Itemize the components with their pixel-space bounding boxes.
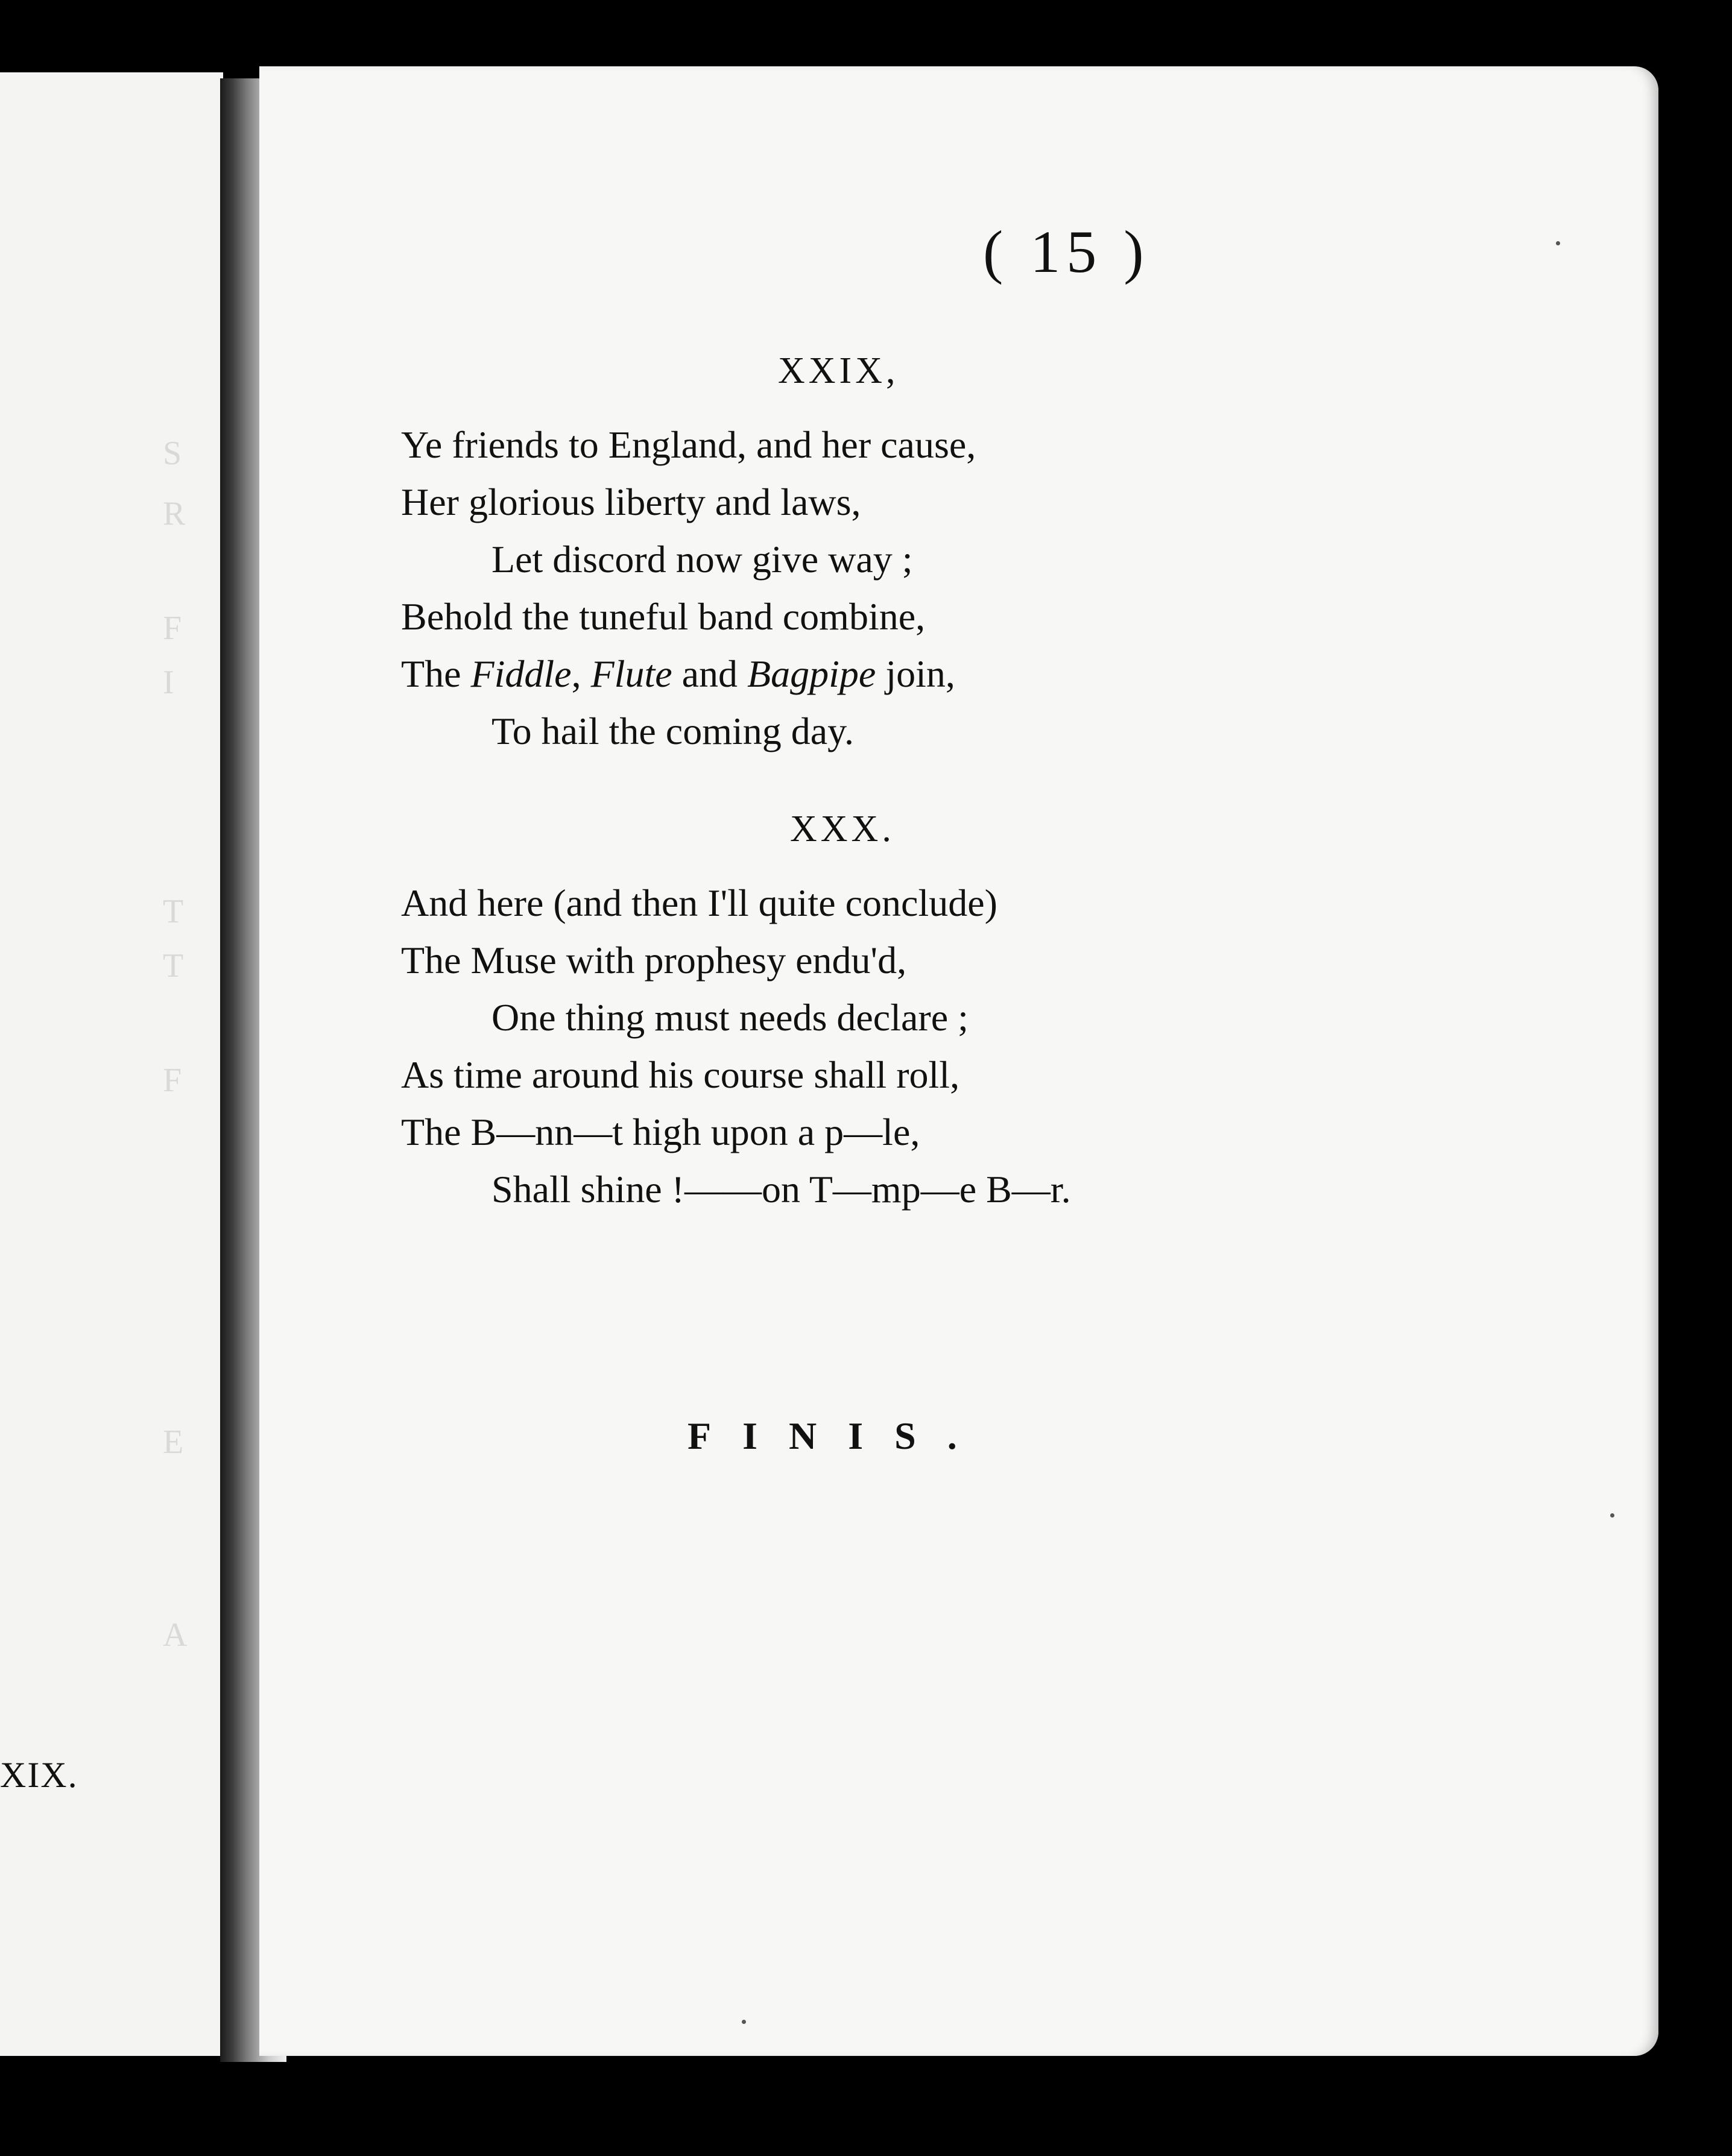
verse-line: The B—nn—t high upon a p—le, xyxy=(401,1111,920,1153)
stanza-heading: XXX. xyxy=(790,808,895,849)
right-page xyxy=(259,66,1658,2056)
stanza-heading: XXIX, xyxy=(778,350,899,391)
verse-line: Behold the tuneful band combine, xyxy=(401,595,926,638)
page-number: ( 15 ) xyxy=(983,218,1150,285)
verse-line: One thing must needs declare ; xyxy=(491,996,969,1039)
left-page-fragment: S R F I T T F E A XIX. xyxy=(0,72,223,2056)
stanza-xxix xyxy=(401,416,1426,760)
verse-line: Her glorious liberty and laws, xyxy=(401,481,861,523)
verse-line: Ye friends to England, and her cause, xyxy=(401,423,976,466)
verse-segment: , xyxy=(571,652,591,695)
verse-segment: and xyxy=(672,652,748,695)
verse-segment-italic: Bagpipe xyxy=(747,652,876,695)
paper-speck xyxy=(1610,1513,1614,1518)
paper-speck xyxy=(1556,241,1560,245)
left-page-stanza-number: XIX. xyxy=(0,1755,78,1795)
verse-line: Shall shine !——on T—mp—e B—r. xyxy=(491,1168,1071,1211)
verse-line-with-italics xyxy=(401,645,1426,702)
verse-segment: The xyxy=(401,652,471,695)
finis-closing: FINIS. xyxy=(687,1414,988,1457)
verse-segment-italic: Fiddle xyxy=(470,652,572,695)
verse-segment-italic: Flute xyxy=(590,652,672,695)
paper-speck xyxy=(742,2020,746,2024)
verse-line: Let discord now give way ; xyxy=(491,538,913,581)
verse-line: And here (and then I'll quite conclude) xyxy=(401,881,997,924)
verse-line: The Muse with prophesy endu'd, xyxy=(401,939,907,982)
verse-segment: join, xyxy=(876,652,955,695)
verse-line: As time around his course shall roll, xyxy=(401,1053,960,1096)
verse-line: To hail the coming day. xyxy=(491,710,854,752)
stanza-xxx xyxy=(401,874,1426,1218)
